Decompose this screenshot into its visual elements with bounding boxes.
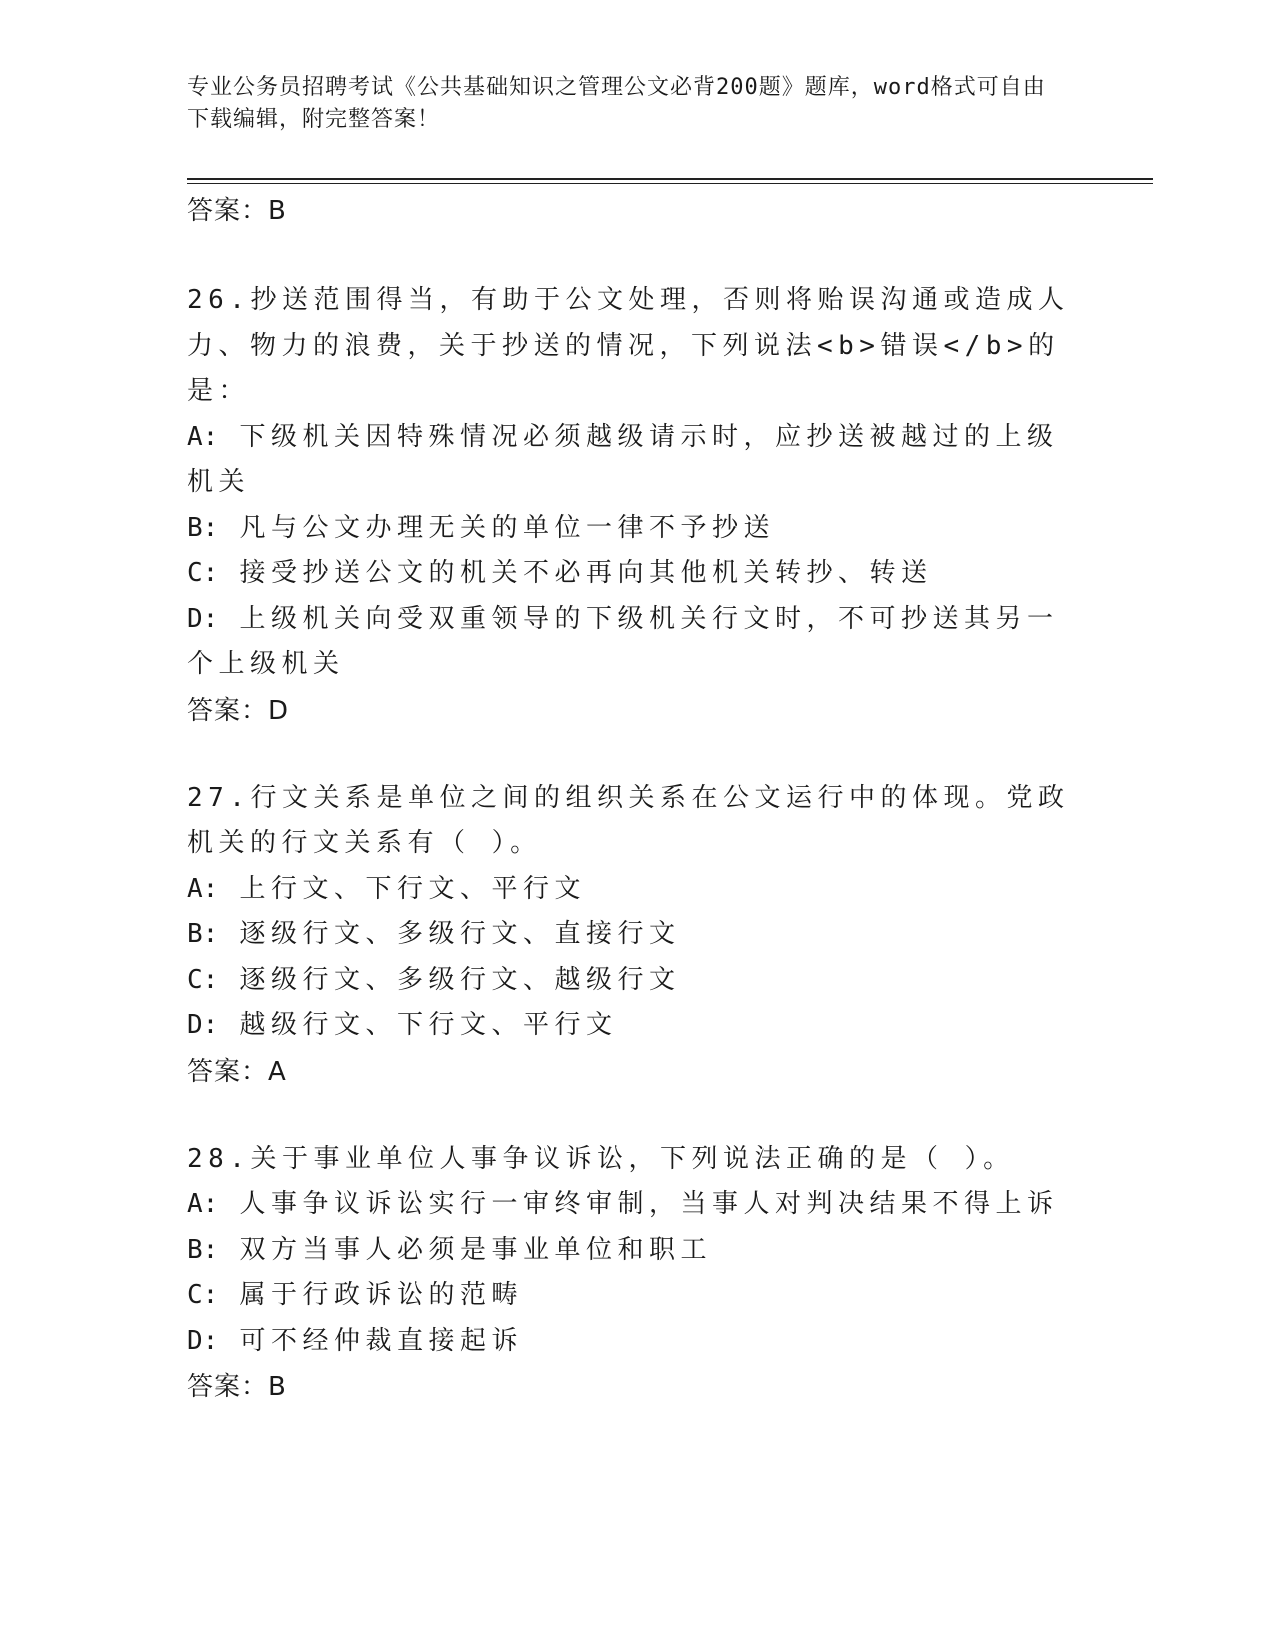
option-text: 逐级行文、多级行文、越级行文 xyxy=(239,964,681,995)
option-text: 人事争议诉讼实行一审终审制，当事人对判决结果不得上诉 xyxy=(239,1189,1059,1219)
answer-value: A xyxy=(268,1056,287,1087)
page-header-text: 专业公务员招聘考试《公共基础知识之管理公文必背200题》题库，word格式可自由下载编辑，附完整答案！ xyxy=(187,75,1046,132)
answer-line xyxy=(187,1049,1077,1095)
option-b xyxy=(187,1228,1077,1274)
option-a xyxy=(187,1182,1077,1228)
question-stem: 27.行文关系是单位之间的组织关系在公文运行中的体现。党政机关的行文关系有（ ）。 xyxy=(187,782,1070,858)
option-text: 凡与公文办理无关的单位一律不予抄送 xyxy=(239,512,775,543)
answer-label: 答案： xyxy=(187,1056,269,1087)
option-text: 可不经仲裁直接起诉 xyxy=(239,1325,523,1356)
option-letter: D: xyxy=(187,1010,219,1040)
question-28 xyxy=(187,1137,1077,1411)
option-letter: A: xyxy=(187,873,219,904)
answer-value: D xyxy=(268,695,290,726)
question-stem: 28.关于事业单位人事争议诉讼，下列说法正确的是（ ）。 xyxy=(187,1143,1015,1174)
option-c xyxy=(187,551,1077,597)
option-a xyxy=(187,415,1077,506)
header-divider xyxy=(187,178,1153,184)
option-text: 双方当事人必须是事业单位和职工 xyxy=(239,1234,712,1265)
option-text: 上行文、下行文、平行文 xyxy=(239,873,586,904)
option-d xyxy=(187,597,1077,688)
answer-label: 答案： xyxy=(187,196,269,226)
answer-label: 答案： xyxy=(187,1372,269,1402)
option-letter: C: xyxy=(187,558,219,588)
option-letter: B: xyxy=(187,1234,219,1265)
option-text: 逐级行文、多级行文、直接行文 xyxy=(239,919,681,949)
option-text: 接受抄送公文的机关不必再向其他机关转抄、转送 xyxy=(239,558,933,588)
answer-line xyxy=(187,688,1077,734)
option-b xyxy=(187,912,1077,958)
answer-value: B xyxy=(268,1372,287,1402)
option-letter: C: xyxy=(187,1280,219,1310)
option-letter: D: xyxy=(187,603,219,634)
question-26 xyxy=(187,278,1077,734)
option-a xyxy=(187,867,1077,913)
answer-line xyxy=(187,1364,1077,1410)
option-letter: B: xyxy=(187,512,219,543)
option-c xyxy=(187,958,1077,1004)
answer-value: B xyxy=(268,196,287,226)
option-d xyxy=(187,1003,1077,1049)
option-text: 上级机关向受双重领导的下级机关行文时，不可抄送其另一个上级机关 xyxy=(187,603,1059,679)
question-27 xyxy=(187,776,1077,1095)
option-letter: B: xyxy=(187,919,219,949)
option-text: 下级机关因特殊情况必须越级请示时，应抄送被越过的上级机关 xyxy=(187,421,1059,497)
question-list xyxy=(187,278,1077,1452)
option-text: 属于行政诉讼的范畴 xyxy=(239,1280,523,1310)
option-d xyxy=(187,1319,1077,1365)
option-b xyxy=(187,506,1077,552)
option-letter: D: xyxy=(187,1325,219,1356)
option-letter: A: xyxy=(187,1189,219,1219)
option-letter: C: xyxy=(187,964,219,995)
option-letter: A: xyxy=(187,421,219,452)
option-text: 越级行文、下行文、平行文 xyxy=(239,1010,618,1040)
answer-label: 答案： xyxy=(187,695,269,726)
answer-line xyxy=(187,188,287,234)
document-page xyxy=(187,0,1147,1650)
question-stem: 26.抄送范围得当，有助于公文处理，否则将贻误沟通或造成人力、物力的浪费，关于抄送的情况，下列说法<b>错误</b>的是： xyxy=(187,285,1070,406)
option-c xyxy=(187,1273,1077,1319)
